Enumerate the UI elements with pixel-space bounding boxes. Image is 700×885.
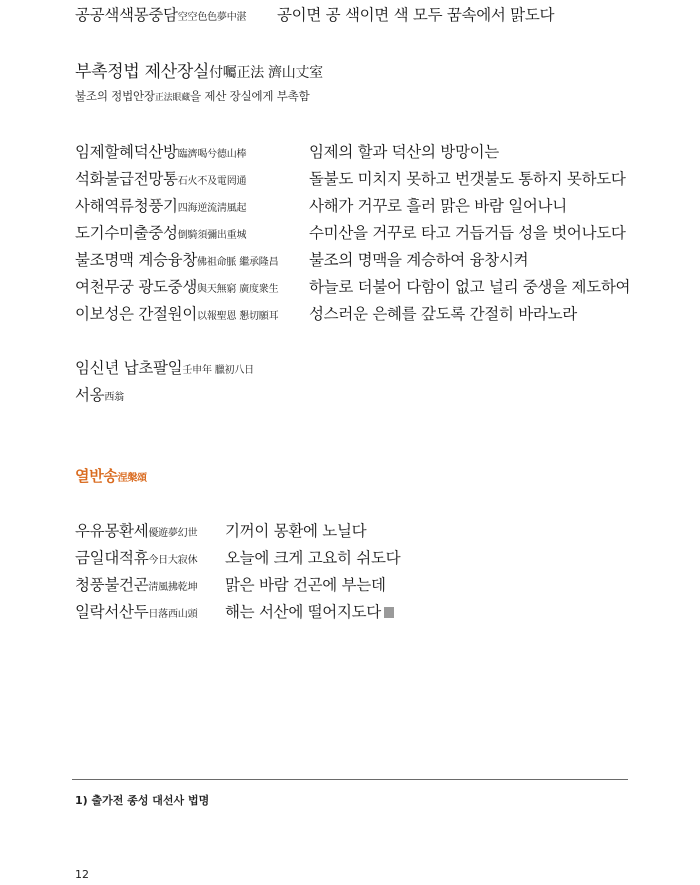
verse-translation: 돌불도 미치지 못하고 번갯불도 통하지 못하도다 [309, 170, 626, 188]
verse-translation-top: 공이면 공 색이면 색 모두 꿈속에서 맑도다 [277, 6, 555, 24]
verse-hanja: 優遊夢幻世 [148, 528, 198, 539]
section-title-korean: 부촉정법 제산장실 [75, 62, 210, 82]
verse-korean: 사해역류청풍기 [75, 197, 178, 215]
section-title-korean: 열반송 [75, 467, 118, 485]
verse-korean: 금일대적휴 [75, 549, 149, 567]
verse-translation: 불조의 명맥을 계승하여 융창시켜 [309, 251, 529, 269]
verse-hanja: 與天無窮 廣度衆生 [197, 284, 279, 295]
verse-hanja: 淸風拂乾坤 [148, 582, 198, 593]
section-title-hanja: 涅槃頌 [117, 473, 147, 484]
verse-korean: 불조명맥 계승융창 [75, 251, 198, 269]
verse-translation: 사해가 거꾸로 흘러 맑은 바람 일어나니 [309, 197, 567, 215]
subtitle-part-b: 을 제산 장실에게 부촉함 [190, 89, 310, 103]
verse-line [75, 519, 197, 541]
verse-line [75, 167, 246, 189]
verse-korean: 일락서산두 [75, 603, 149, 621]
verse-line [75, 221, 246, 243]
page-number: 12 [75, 868, 89, 881]
verse-hanja: 佛祖命脈 繼承隆昌 [197, 257, 279, 268]
verse-korean: 이보성은 간절원이 [75, 305, 198, 323]
verse-line [75, 302, 278, 324]
author-line [75, 383, 124, 405]
section-subtitle [75, 88, 310, 104]
verse-translation: 수미산을 거꾸로 타고 거듭거듭 성을 벗어나도다 [309, 224, 626, 242]
verse-korean: 우유몽환세 [75, 522, 149, 540]
verse-translation: 성스러운 은혜를 갚도록 간절히 바라노라 [309, 305, 577, 323]
verse-hanja: 以報聖恩 懇切願耳 [197, 311, 279, 322]
footnote-divider [72, 779, 628, 780]
verse-line [75, 140, 246, 162]
verse-korean: 석화불급전망통 [75, 170, 178, 188]
verse-hanja: 倒騎須彌出重城 [177, 230, 247, 241]
end-mark-icon [384, 607, 394, 618]
verse-korean: 청풍불건곤 [75, 576, 149, 594]
verse-translation: 기꺼이 몽환에 노닐다 [225, 522, 367, 540]
section-title [75, 57, 323, 82]
verse-hanja: 空空色色夢中湛 [177, 12, 247, 23]
date-hanja: 壬申年 臘初八日 [182, 365, 254, 376]
author-hanja: 西翁 [104, 392, 124, 403]
subtitle-hanja: 正法眼藏 [154, 93, 191, 103]
verse-hanja: 四海逆流淸風起 [177, 203, 247, 214]
verse-line [75, 275, 278, 297]
verse-line [75, 573, 197, 595]
verse-hanja: 今日大寂休 [148, 555, 198, 566]
verse-line [75, 194, 246, 216]
verse-hanja: 石火不及電罔通 [177, 176, 247, 187]
author-korean: 서옹 [75, 386, 105, 404]
verse-hanja: 日落西山頭 [148, 609, 198, 620]
subtitle-part-a: 불조의 정법안장 [75, 89, 155, 103]
verse-translation: 하늘로 더불어 다함이 없고 널리 중생을 제도하여 [309, 278, 631, 296]
date-korean: 임신년 납초팔일 [75, 359, 183, 377]
verse-hanja: 臨濟喝兮德山棒 [177, 149, 247, 160]
verse-translation: 맑은 바람 건곤에 부는데 [225, 576, 386, 594]
verse-line [75, 600, 197, 622]
verse-translation: 해는 서산에 떨어지도다 [225, 603, 381, 621]
verse-line-top [75, 3, 246, 25]
verse-korean: 여천무궁 광도중생 [75, 278, 198, 296]
verse-translation: 오늘에 크게 고요히 쉬도다 [225, 549, 401, 567]
footnote: 1) 출가전 종성 대선사 법명 [75, 794, 210, 807]
section-title-hanja: 付囑正法 濟山丈室 [209, 65, 323, 81]
date-line [75, 356, 254, 378]
verse-korean: 도기수미출중성 [75, 224, 178, 242]
verse-line [75, 546, 197, 568]
section-title-nirvana [75, 465, 147, 486]
verse-korean: 공공색색몽중담 [75, 6, 178, 24]
verse-line [75, 248, 278, 270]
verse-korean: 임제할혜덕산방 [75, 143, 178, 161]
verse-translation-last [225, 600, 394, 622]
verse-translation: 임제의 할과 덕산의 방망이는 [309, 143, 499, 161]
